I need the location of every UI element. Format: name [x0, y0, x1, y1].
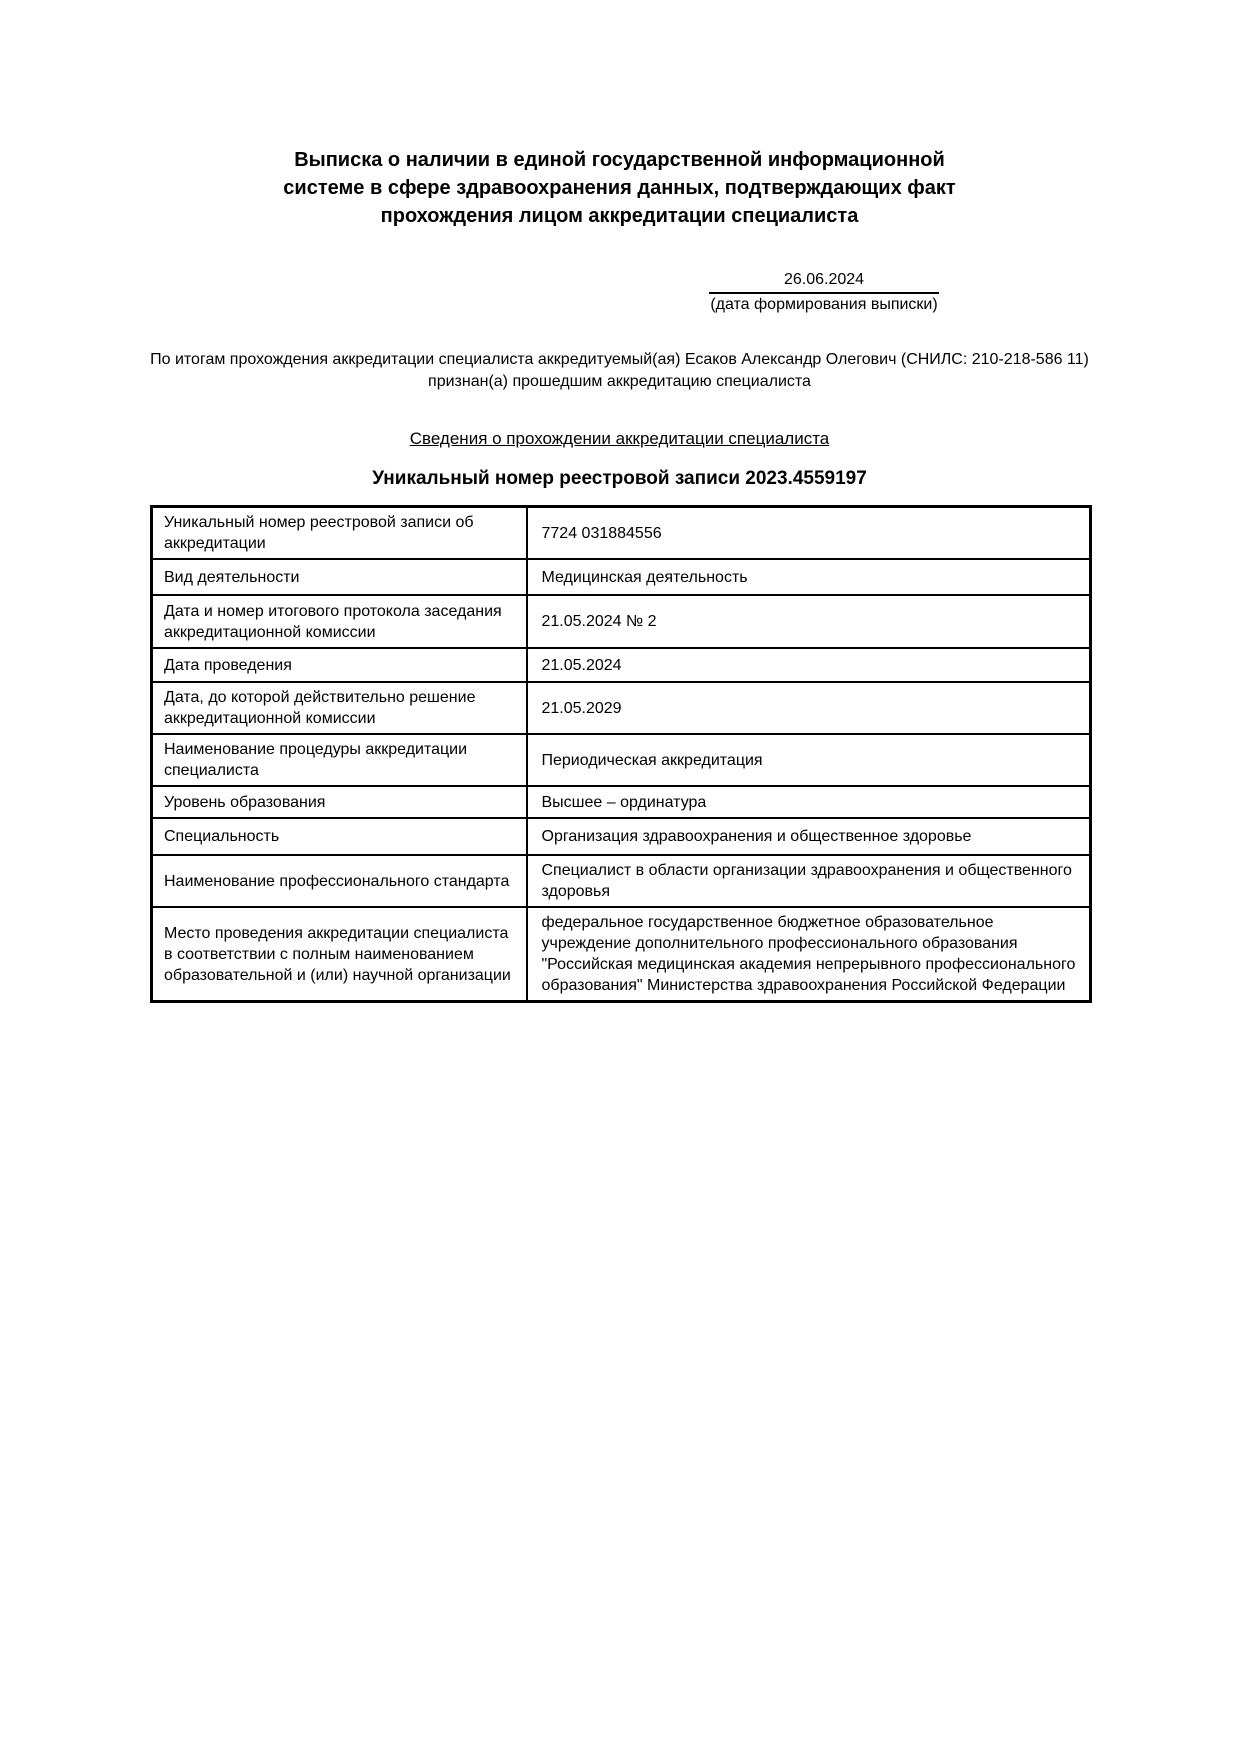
- table-row-value: Высшее – ординатура: [527, 786, 1091, 818]
- generation-date-block: [709, 270, 939, 314]
- table-row-value: Специалист в области организации здравоохранения и общественного здоровья: [527, 855, 1091, 907]
- table-row-label: Вид деятельности: [152, 559, 527, 595]
- table-row: [152, 648, 1091, 682]
- table-row-value: Организация здравоохранения и общественное здоровье: [527, 818, 1091, 855]
- accreditation-table-body: [152, 507, 1091, 1002]
- table-row: [152, 818, 1091, 855]
- section-heading: Сведения о прохождении аккредитации специалиста: [409, 429, 830, 448]
- accreditation-statement: [150, 349, 1089, 393]
- accreditation-statement-line: признан(а) прошедшим аккредитацию специалиста: [428, 373, 811, 390]
- table-row: [152, 507, 1091, 560]
- table-row: [152, 855, 1091, 907]
- table-row-label: Дата, до которой действительно решение аккредитационной комиссии: [152, 682, 527, 734]
- table-row-value: Периодическая аккредитация: [527, 734, 1091, 786]
- table-row-label: Место проведения аккредитации специалиста в соответствии с полным наименованием образовательной и (или) научной организации: [152, 907, 527, 1002]
- table-row-value: 21.05.2029: [527, 682, 1091, 734]
- table-row-value: 7724 031884556: [527, 507, 1091, 560]
- table-row-value: 21.05.2024 № 2: [527, 595, 1091, 648]
- accreditation-statement-line: По итогам прохождения аккредитации специалиста аккредитуемый(ая) Есаков Александр Олегович (СНИЛС: 210-218-586 11): [150, 351, 1089, 368]
- registry-record-heading: Уникальный номер реестровой записи 2023.4559197: [372, 468, 867, 489]
- table-row-value: Медицинская деятельность: [527, 559, 1091, 595]
- table-row-label: Дата проведения: [152, 648, 527, 682]
- table-row: [152, 786, 1091, 818]
- table-row-label: Уникальный номер реестровой записи об аккредитации: [152, 507, 527, 560]
- table-row-value: федеральное государственное бюджетное образовательное учреждение дополнительного профессионального образования "Российская медицинская академия непрерывного профессионального образования" Министерства здравоохранения Российской Федерации: [527, 907, 1091, 1002]
- document-title-line: прохождения лицом аккредитации специалиста: [380, 205, 859, 227]
- document-title: [150, 146, 1089, 230]
- table-row-label: Специальность: [152, 818, 527, 855]
- table-row: [152, 595, 1091, 648]
- table-row-label: Наименование процедуры аккредитации специалиста: [152, 734, 527, 786]
- generation-date-caption: (дата формирования выписки): [710, 296, 938, 313]
- table-row: [152, 907, 1091, 1002]
- table-row: [152, 559, 1091, 595]
- table-row-label: Наименование профессионального стандарта: [152, 855, 527, 907]
- table-row-label: Дата и номер итогового протокола заседания аккредитационной комиссии: [152, 595, 527, 648]
- document-title-line: системе в сфере здравоохранения данных, подтверждающих факт: [283, 177, 956, 199]
- table-row: [152, 734, 1091, 786]
- table-row-label: Уровень образования: [152, 786, 527, 818]
- document-title-line: Выписка о наличии в единой государственной информационной: [294, 149, 945, 171]
- table-row-value: 21.05.2024: [527, 648, 1091, 682]
- accreditation-table: [150, 505, 1092, 1003]
- generation-date-value: 26.06.2024: [709, 270, 939, 294]
- table-row: [152, 682, 1091, 734]
